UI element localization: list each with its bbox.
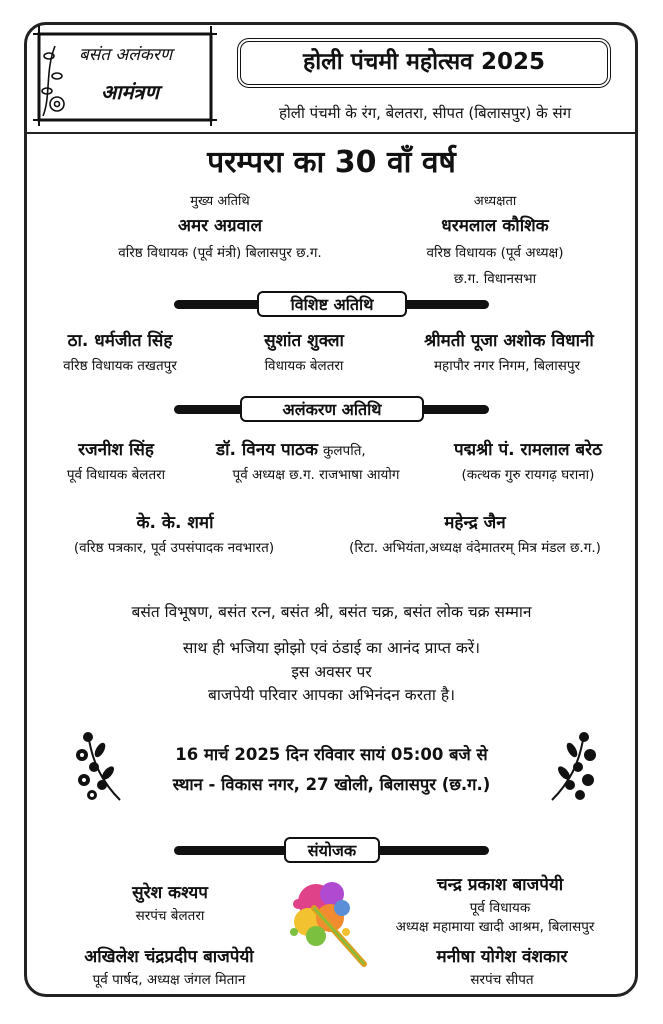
- honor-guest-designation: (रिटा. अभियंता,अध्यक्ष वंदेमातरम् मित्र मंडल छ.ग.): [349, 540, 601, 556]
- honor-guest-name: रजनीश सिंह: [78, 440, 154, 460]
- honor-guest-name-row: [216, 437, 426, 460]
- presidency-role: अध्यक्षता: [473, 194, 517, 209]
- floral-ornament-right-icon: [542, 725, 602, 805]
- logo-subtitle: आमंत्रण: [101, 80, 159, 104]
- organizer-name: अखिलेश चंद्रप्रदीप बाजपेयी: [84, 947, 254, 967]
- honor-guest-designation: पूर्व विधायक बेलतरा: [66, 467, 166, 483]
- organizer-designation: पूर्व विधायक: [469, 900, 531, 916]
- honor-guest-name: डॉ. विनय पाठक: [216, 440, 318, 460]
- special-guest-name: ठा. धर्मजीत सिंह: [67, 331, 173, 351]
- honor-guest-designation: पूर्व अध्यक्ष छ.ग. राजभाषा आयोग: [232, 467, 400, 483]
- presidency-designation: वरिष्ठ विधायक (पूर्व अध्यक्ष): [426, 245, 564, 261]
- organizer-name: चन्द्र प्रकाश बाजपेयी: [436, 875, 564, 895]
- organizer-designation-2: अध्यक्ष महामाया खादी आश्रम, बिलासपुर: [395, 919, 595, 935]
- basant-alankaran-logo: [33, 26, 217, 126]
- message-line: साथ ही भजिया झोझो एवं ठंडाई का आनंद प्राप्त करें।: [182, 639, 481, 657]
- organizers-heading: संयोजक: [284, 837, 380, 863]
- honor-guest-designation: (कत्थक गुरु रायगढ़ घराना): [461, 467, 595, 483]
- awards-list: बसंत विभूषण, बसंत रत्न, बसंत श्री, बसंत चक्र, बसंत लोक चक्र सम्मान: [131, 603, 532, 621]
- honor-guest-designation: (वरिष्ठ पत्रकार, पूर्व उपसंपादक नवभारत): [73, 540, 275, 556]
- organizer-name: सुरेश कश्यप: [132, 883, 208, 903]
- honor-guests-heading: अलंकरण अतिथि: [240, 396, 424, 422]
- chief-guest-designation: वरिष्ठ विधायक (पूर्व मंत्री) बिलासपुर छ.ग.: [118, 245, 322, 261]
- presidency-designation-2: छ.ग. विधानसभा: [453, 271, 537, 287]
- organizer-designation: सरपंच सीपत: [470, 972, 534, 988]
- special-guests-heading: विशिष्ट अतिथि: [257, 291, 407, 317]
- organizer-designation: पूर्व पार्षद, अध्यक्ष जंगल मितान: [92, 972, 246, 988]
- header-divider: [27, 132, 635, 134]
- special-guest-name: सुशांत शुक्ला: [264, 331, 344, 351]
- honor-guest-name: के. के. शर्मा: [136, 513, 214, 533]
- chief-guest-name: अमर अग्रवाल: [178, 216, 262, 236]
- message-line: बाजपेयी परिवार आपका अभिनंदन करता है।: [208, 686, 455, 704]
- holi-colour-splash-icon: [286, 872, 372, 972]
- event-title: होली पंचमी महोत्सव 2025: [237, 38, 611, 88]
- honor-guest-title: कुलपति,: [323, 443, 366, 459]
- organizer-name: मनीषा योगेश वंशकार: [436, 947, 568, 967]
- logo-title: बसंत अलंकरण: [79, 45, 173, 65]
- special-guest-designation: वरिष्ठ विधायक तखतपुर: [63, 358, 177, 374]
- organizer-designation: सरपंच बेलतरा: [135, 908, 205, 924]
- special-guest-name: श्रीमती पूजा अशोक विधानी: [424, 331, 594, 351]
- honor-guest-name: महेन्द्र जैन: [444, 513, 506, 533]
- event-datetime: 16 मार्च 2025 दिन रविवार सायं 05:00 बजे से: [175, 745, 488, 764]
- bamboo-frame-icon: [33, 26, 217, 126]
- event-subtitle: होली पंचमी के रंग, बेलतरा, सीपत (बिलासपुर) के संग: [278, 104, 572, 122]
- message-line: इस अवसर पर: [291, 663, 372, 681]
- presidency-name: धरमलाल कौशिक: [441, 216, 549, 236]
- honor-guest-name: पद्मश्री पं. रामलाल बरेठ: [454, 440, 602, 460]
- chief-guest-role: मुख्य अतिथि: [190, 194, 250, 209]
- event-venue: स्थान - विकास नगर, 27 खोली, बिलासपुर (छ.ग.): [172, 775, 491, 794]
- special-guest-designation: महापौर नगर निगम, बिलासपुर: [433, 358, 581, 374]
- tradition-heading: परम्परा का 30 वाँ वर्ष: [207, 145, 456, 180]
- special-guest-designation: विधायक बेलतरा: [264, 358, 344, 374]
